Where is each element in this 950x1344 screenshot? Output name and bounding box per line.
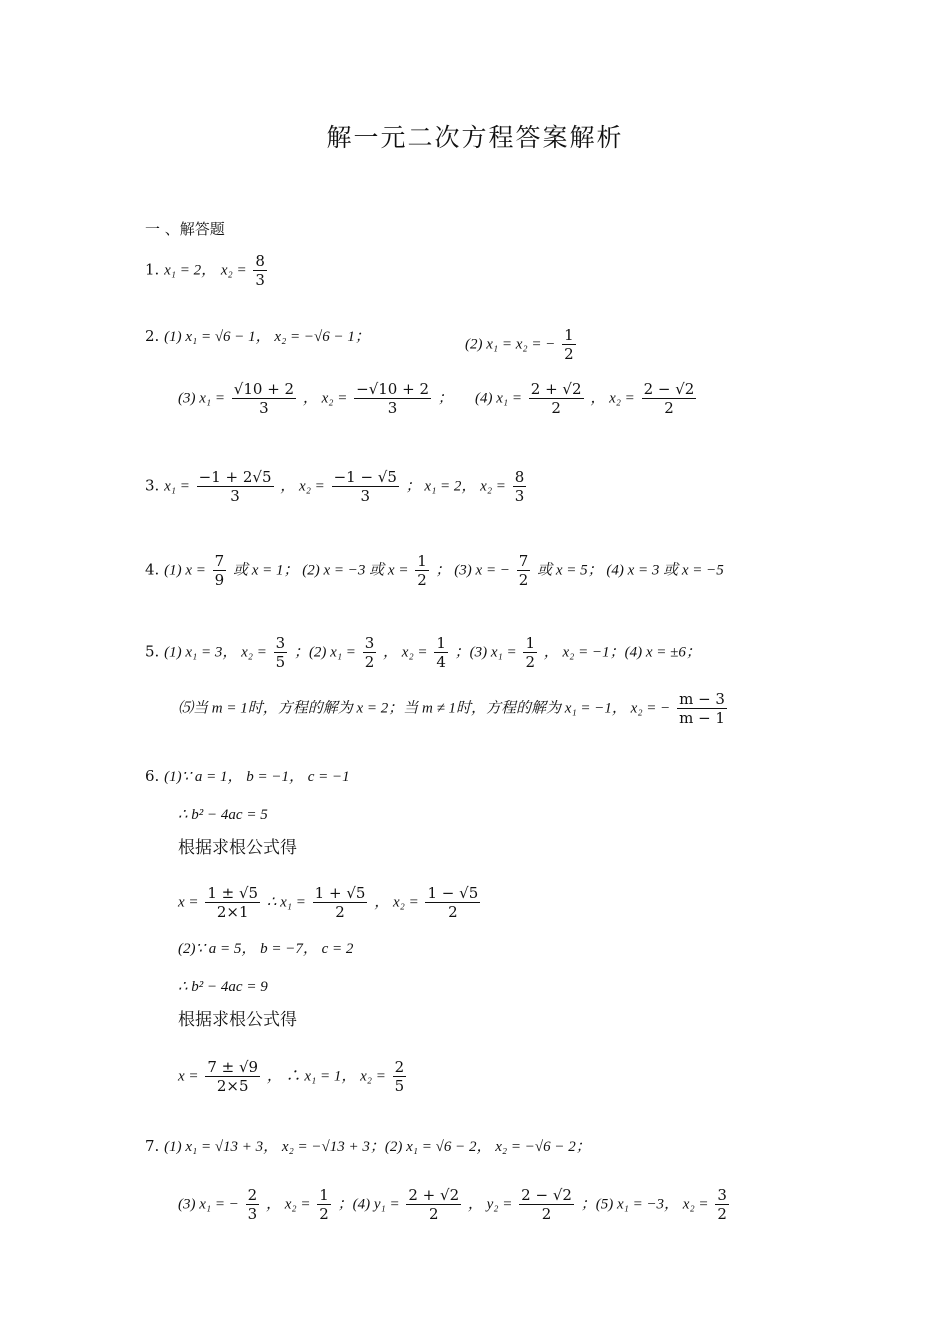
answer-6-line-3: 根据求根公式得 <box>178 838 297 858</box>
fraction: $\frac{2}{5}$ <box>394 1058 405 1095</box>
fraction: $\frac{2 - √2}{2}$ <box>521 1186 572 1223</box>
answer-4: 4. (1) x = $\frac{7}{9}$ 或 x = 1； (2) x = −3 或 x = $\frac{1}{2}$ ； (3) x = − $\frac{7}{2}$ 或 x = 5； (4) x = 3 或 x = −5 <box>145 552 724 589</box>
question-number: 6. <box>145 767 160 785</box>
fraction: $\frac{3}{5}$ <box>275 634 286 671</box>
answer-5-line-2: ⑸当 m = 1时，方程的解为 x = 2；当 m ≠ 1时，方程的解为 x₁ = −1， x₂ = − $\frac{m - 3}{m - 1}$ <box>178 690 725 727</box>
answer-7-line-2: (3) x₁ = − $\frac{2}{3}$ ， x₂ = $\frac{1}{2}$ ；(4) y₁ = $\frac{2 + √2}{2}$ ， y₂ = $\frac{2 - √2}{2}$ ；(5) x₁ = −3， x₂ = $\frac{3}{2}$ <box>178 1186 727 1223</box>
answer-6-line-5: (2)∵ a = 5， b = −7， c = 2 <box>178 941 354 957</box>
fraction: $\frac{7}{9}$ <box>214 552 225 589</box>
question-number: 5. <box>145 642 160 661</box>
fraction: $\frac{1}{2}$ <box>319 1186 329 1223</box>
answer-2-part-3: (3) x₁ = $\frac{√10 + 2}{3}$ ， x₂ = $\frac{-√10 + 2}{3}$ ； <box>178 380 453 417</box>
question-number: 4. <box>145 560 160 579</box>
answer-6-line-8: x = $\frac{7 \pm √9}{2\times 5}$ ， ∴ x₁ = 1， x₂ = $\frac{2}{5}$ <box>178 1058 405 1095</box>
fraction: $\frac{1 + √5}{2}$ <box>314 884 366 921</box>
fraction: $\frac{2 + √2}{2}$ <box>408 1186 460 1223</box>
fraction: $\frac{2}{3}$ <box>247 1186 258 1223</box>
fraction: $\frac{8}{3}$ <box>514 468 525 505</box>
answer-1: 1. x₁ = 2， x₂ = $\frac{8}{3}$ <box>145 252 265 289</box>
fraction: $\frac{m - 3}{m - 1}$ <box>679 690 725 727</box>
answer-6-line-7: 根据求根公式得 <box>178 1010 297 1030</box>
fraction: $\frac{√10 + 2}{3}$ <box>233 380 295 417</box>
answer-2-part-2: (2) x₁ = x₂ = − $\frac{1}{2}$ <box>465 326 574 363</box>
question-number: 1. <box>145 260 160 279</box>
fraction: $\frac{1}{2}$ <box>417 552 427 589</box>
answer-6-line-6: ∴ b² − 4ac = 9 <box>178 979 268 995</box>
answer-3: 3. x₁ = $\frac{-1 + 2√5}{3}$ ， x₂ = $\frac{-1 - √5}{3}$ ； x₁ = 2， x₂ = $\frac{8}{3}$ <box>145 468 525 505</box>
fraction: $\frac{7}{2}$ <box>518 552 529 589</box>
answer-2-line-1: 2. (1) x₁ = √6 − 1， x₂ = −√6 − 1； <box>145 327 370 345</box>
fraction: $\frac{1}{4}$ <box>436 634 446 671</box>
fraction: $\frac{3}{2}$ <box>364 634 375 671</box>
fraction: $\frac{2 + √2}{2}$ <box>530 380 582 417</box>
answer-6-line-1: 6. (1)∵ a = 1， b = −1， c = −1 <box>145 767 350 785</box>
question-number: 3. <box>145 476 160 495</box>
answer-6-line-4: x = $\frac{1 \pm √5}{2\times 1}$ ∴ x₁ = $\frac{1 + √5}{2}$ ， x₂ = $\frac{1 - √5}{2}$ <box>178 884 479 921</box>
section-heading: 一 、解答题 <box>145 220 225 238</box>
answer-5-line-1: 5. (1) x₁ = 3， x₂ = $\frac{3}{5}$ ；(2) x₁ = $\frac{3}{2}$ ， x₂ = $\frac{1}{4}$ ；(3) x₁ = $\frac{1}{2}$ ， x₂ = −1；(4) x = ±6； <box>145 634 701 671</box>
question-number: 7. <box>145 1137 160 1155</box>
fraction: $\frac{3}{2}$ <box>717 1186 727 1223</box>
fraction: $\frac{1 - √5}{2}$ <box>427 884 479 921</box>
fraction: $\frac{-1 + 2√5}{3}$ <box>198 468 272 505</box>
fraction: $\frac{-√10 + 2}{3}$ <box>356 380 430 417</box>
question-number: 2. <box>145 327 160 345</box>
page-title: 解一元二次方程答案解析 <box>326 123 624 152</box>
fraction: $\frac{1}{2}$ <box>525 634 535 671</box>
fraction: $\frac{1}{2}$ <box>564 326 574 363</box>
fraction: $\frac{1 \pm √5}{2\times 1}$ <box>207 884 259 921</box>
fraction: $\frac{7 \pm √9}{2\times 5}$ <box>207 1058 259 1095</box>
answer-6-line-2: ∴ b² − 4ac = 5 <box>178 807 268 823</box>
fraction: $\frac{8}{3}$ <box>255 252 265 289</box>
answer-7-line-1: 7. (1) x₁ = √13 + 3， x₂ = −√13 + 3；(2) x₁ = √6 − 2， x₂ = −√6 − 2； <box>145 1137 591 1155</box>
fraction: $\frac{2 - √2}{2}$ <box>643 380 695 417</box>
answer-2-part-4: (4) x₁ = $\frac{2 + √2}{2}$ ， x₂ = $\frac{2 - √2}{2}$ <box>475 380 695 417</box>
fraction: $\frac{-1 - √5}{3}$ <box>333 468 397 505</box>
